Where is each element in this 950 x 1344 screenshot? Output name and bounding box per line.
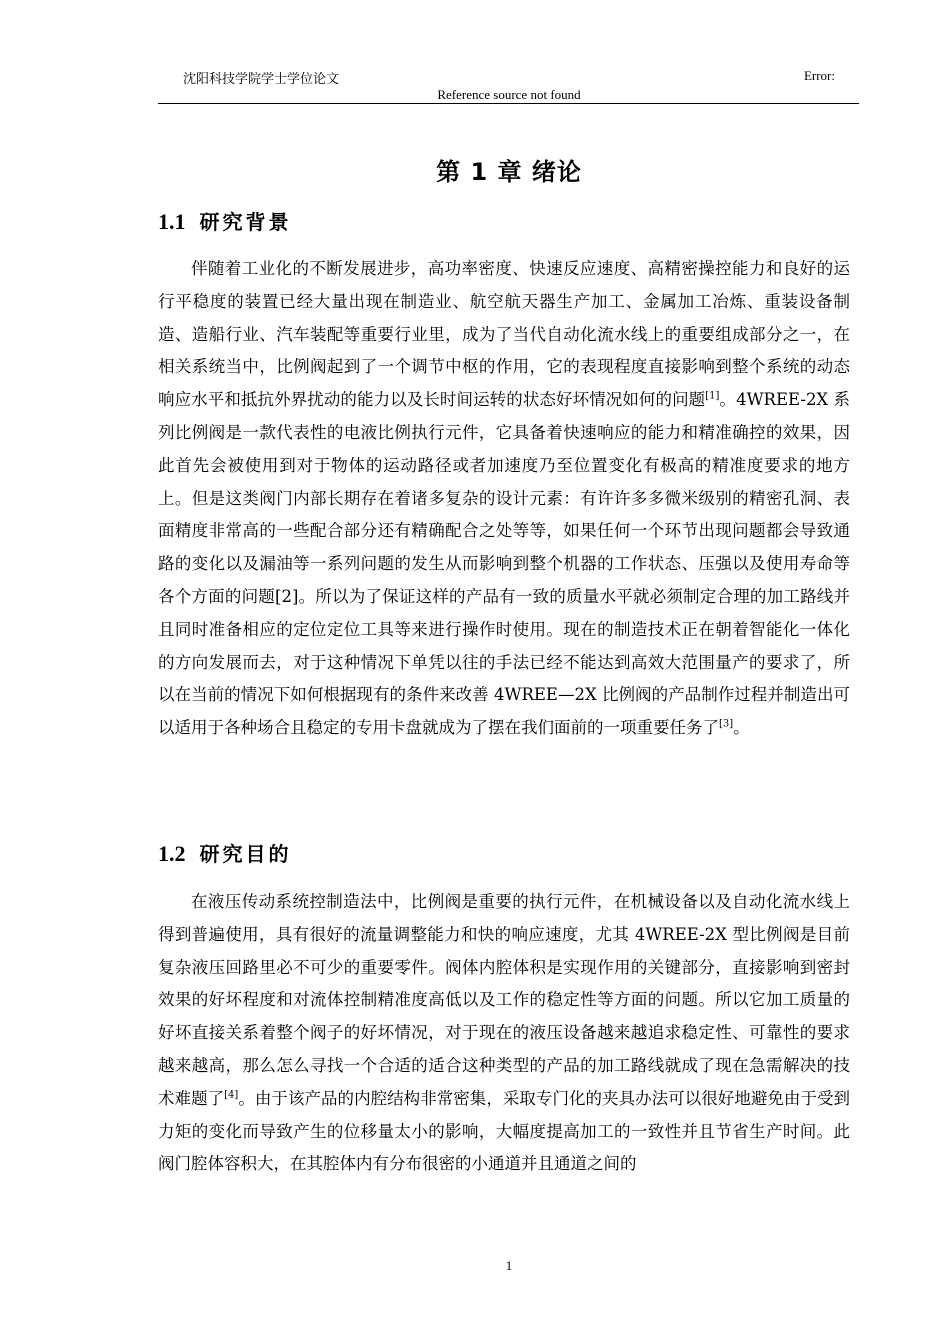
section-title-text: 研究目的 <box>199 842 292 866</box>
section-heading-1-2 <box>158 838 292 867</box>
header-error-text: Error: <box>803 68 835 83</box>
paragraph-text: 伴随着工业化的不断发展进步，高功率密度、快速反应速度、高精密操控能力和良好的运行平稳度的装置已经大量出现在制造业、航空航天器生产加工、金属加工冶炼、重装设备制造、造船行业、汽车装配等重要行业里，成为了当代自动化流水线上的重要组成部分之一，在相关系统当中，比例阀起到了一个调节中枢的作用，它的表现程度直接影响到整个系统的动态响应水平和抵抗外界扰动的能力以及长时间运转的状态好坏情况如何的问题 <box>158 259 850 410</box>
paragraph-text: 在液压传动系统控制造法中，比例阀是重要的执行元件，在机械设备以及自动化流水线上得到普遍使用，具有很好的流量调整能力和快的响应速度，尤其 4WREE-2X 型比例阀是目前复杂液压回路里必不可少的重要零件。阀体内腔体积是实现作用的关键部分，直接影响到密封效果的好坏程度和对流体控制精准度高低以及工作的稳定性等方面的问题。所以它加工质量的好坏直接关系着整个阀子的好坏情况，对于现在的液压设备越来越追求稳定性、可靠性的要求越来越高，那么怎么寻找一个合适的适合这种类型的产品的加工路线就成了现在急需解决的技术难题了 <box>158 892 850 1108</box>
page-number: 1 <box>505 1258 513 1273</box>
header-thesis-title: 沈阳科技学院学士学位论文 <box>183 71 340 86</box>
section-title-text: 研究背景 <box>199 210 292 234</box>
section-number: 1.2 <box>158 841 186 866</box>
header-reference-error: Reference source not found <box>437 87 581 102</box>
section-1-2-paragraph <box>158 886 850 1181</box>
citation-ref: [4] <box>224 1089 239 1101</box>
section-number: 1.1 <box>158 209 186 234</box>
paragraph-text: 。4WREE-2X 系列比例阀是一款代表性的电液比例执行元件，它具备着快速响应的能力和精准确控的效果，因此首先会被使用到对于物体的运动路径或者加速度乃至位置变化有极高的精准度要求的地方上。但是这类阀门内部长期存在着诸多复杂的设计元素：有许许多多微米级别的精密孔洞、表面精度非常高的一些配合部分还有精确配合之处等等，如果任何一个环节出现问题都会导致通路的变化以及漏油等一系列问题的发生从而影响到整个机器的工作状态、压强以及使用寿命等各个方面的问题[2]。所以为了保证这样的产品有一致的质量水平就必须制定合理的加工路线并且同时准备相应的定位定位工具等来进行操作时使用。现在的制造技术正在朝着智能化一体化的方向发展而去，对于这种情况下单凭以往的手法已经不能达到高效大范围量产的要求了，所以在当前的情况下如何根据现有的条件来改善 4WREE—2X 比例阀的产品制作过程并制造出可以适用于各种场合且稳定的专用卡盘就成为了摆在我们面前的一项重要任务了 <box>158 390 851 738</box>
paragraph-text: 。 <box>733 718 750 738</box>
citation-ref: [1] <box>705 390 720 402</box>
section-heading-1-1 <box>158 206 292 235</box>
paragraph-text: 。由于该产品的内腔结构非常密集，采取专门化的夹具办法可以很好地避免由于受到力矩的变化而导致产生的位移量太小的影响，大幅度提高加工的一致性并且节省生产时间。此阀门腔体容积大，在其腔体内有分布很密的小通道并且通道之间的 <box>158 1088 851 1174</box>
chapter-title: 第 1 章 绪论 <box>436 158 582 186</box>
section-1-1-paragraph <box>158 253 850 745</box>
header-rule <box>158 103 859 104</box>
citation-ref: [3] <box>719 718 734 730</box>
